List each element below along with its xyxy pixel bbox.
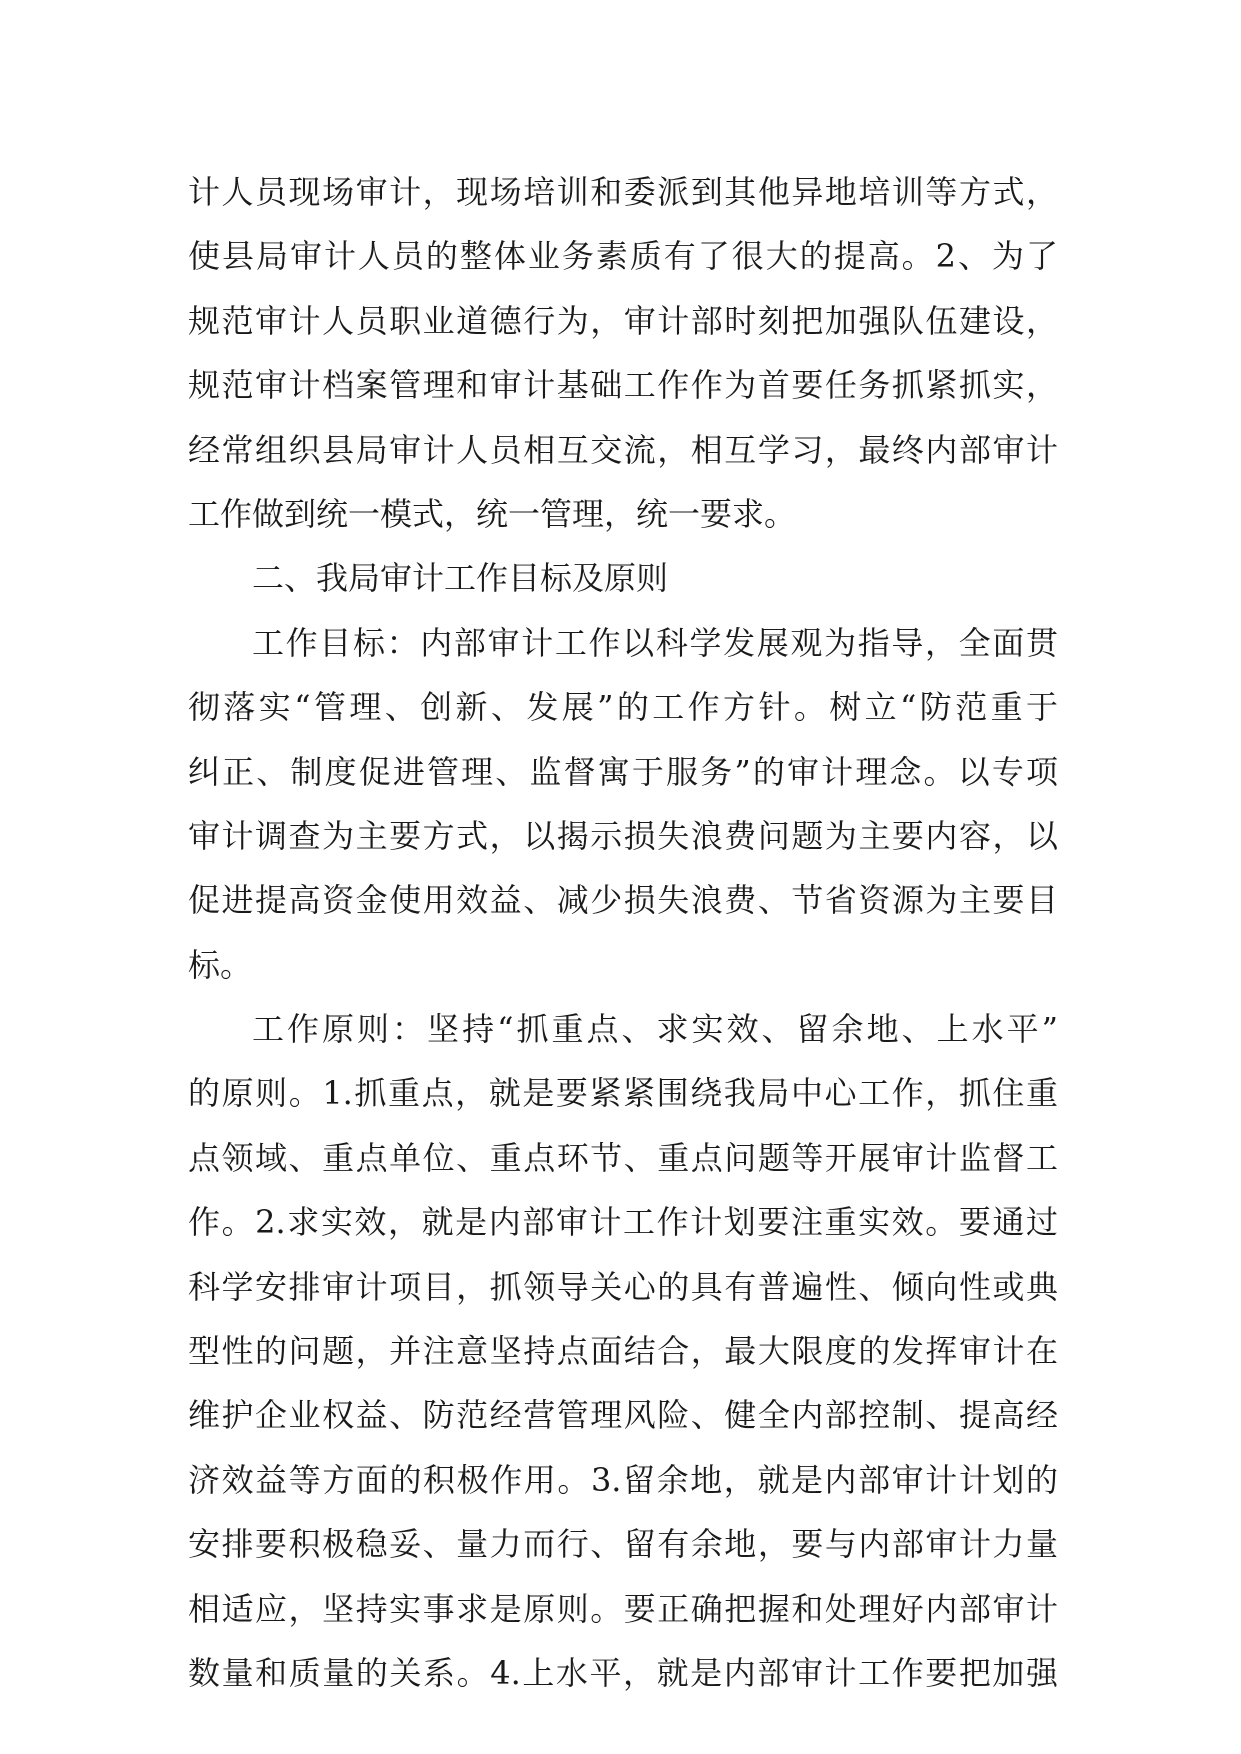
text-line: 相适应，坚持实事求是原则。要正确把握和处理好内部审计	[188, 1589, 1058, 1628]
text-line: 使县局审计人员的整体业务素质有了很大的提高。2、为了	[188, 237, 1058, 276]
text-line: 规范审计人员职业道德行为，审计部时刻把加强队伍建设，	[188, 301, 1058, 340]
section-heading: 二、我局审计工作目标及原则	[252, 559, 669, 598]
text-line: 计人员现场审计，现场培训和委派到其他异地培训等方式，	[188, 173, 1058, 211]
text-line: 作。2.求实效，就是内部审计工作计划要注重实效。要通过	[188, 1203, 1058, 1242]
text-line: 纠正、制度促进管理、监督寓于服务”的审计理念。以专项	[188, 752, 1058, 791]
text-line: 工作做到统一模式，统一管理，统一要求。	[188, 494, 797, 533]
text-line: 工作原则：坚持“抓重点、求实效、留余地、上水平”	[252, 1010, 1058, 1049]
text-line: 标。	[188, 945, 253, 984]
text-line: 的原则。1.抓重点，就是要紧紧围绕我局中心工作，抓住重	[188, 1074, 1058, 1113]
text-line: 规范审计档案管理和审计基础工作作为首要任务抓紧抓实，	[188, 366, 1058, 405]
document-body	[188, 160, 1058, 1705]
text-line: 数量和质量的关系。4.上水平，就是内部审计工作要把加强	[188, 1653, 1058, 1692]
text-line: 点领域、重点单位、重点环节、重点问题等开展审计监督工	[188, 1138, 1058, 1177]
text-line: 安排要积极稳妥、量力而行、留有余地，要与内部审计力量	[188, 1525, 1058, 1564]
text-line: 科学安排审计项目，抓领导关心的具有普遍性、倾向性或典	[188, 1267, 1058, 1306]
text-line: 工作目标：内部审计工作以科学发展观为指导，全面贯	[252, 623, 1058, 662]
text-line: 经常组织县局审计人员相互交流，相互学习，最终内部审计	[188, 430, 1058, 469]
text-line: 型性的问题，并注意坚持点面结合，最大限度的发挥审计在	[188, 1332, 1058, 1371]
text-line: 促进提高资金使用效益、减少损失浪费、节省资源为主要目	[188, 881, 1058, 920]
text-line: 维护企业权益、防范经营管理风险、健全内部控制、提高经	[188, 1396, 1058, 1435]
text-line: 济效益等方面的积极作用。3.留余地，就是内部审计计划的	[188, 1460, 1058, 1499]
text-line: 审计调查为主要方式，以揭示损失浪费问题为主要内容，以	[188, 816, 1058, 855]
text-line: 彻落实“管理、创新、发展”的工作方针。树立“防范重于	[188, 688, 1058, 727]
